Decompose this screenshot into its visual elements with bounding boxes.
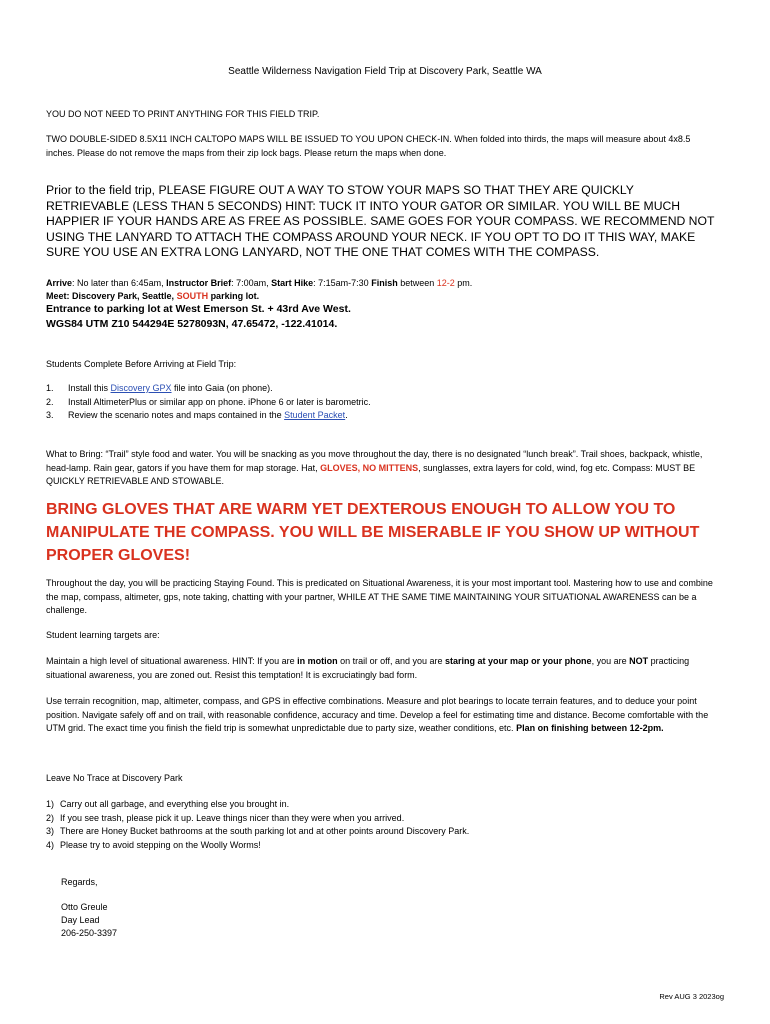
lnt-item-number: 3): [46, 826, 55, 836]
arrive-label: Arrive: [46, 278, 73, 288]
lnt-item: [46, 812, 718, 826]
entrance-line: Entrance to parking lot at West Emerson St. + 43rd Ave West.: [46, 303, 351, 315]
lnt-item-text: Please try to avoid stepping on the Woolly Worms!: [60, 839, 261, 850]
lnt-item-number: 2): [46, 812, 55, 823]
gloves-highlight: GLOVES, NO MITTENS: [320, 462, 419, 473]
lnt-heading: Leave No Trace at Discovery Park: [46, 773, 183, 783]
meet-suffix: parking lot.: [208, 291, 260, 301]
gloves-warning: BRING GLOVES THAT ARE WARM YET DEXTEROUS ENOUGH TO ALLOW YOU TO MANIPULATE THE COMPASS. YOU WILL BE MISERABLE IF YOU SHOW UP WITHOUT PROPER GLOVES!: [46, 501, 700, 564]
target-situational-awareness: [46, 655, 718, 682]
lnt-list: [46, 798, 718, 852]
target-emphasis: staring at your map or your phone: [445, 656, 592, 666]
lnt-item-number: 1): [46, 799, 55, 809]
finish-time: 12-2: [436, 278, 455, 288]
student-packet-link[interactable]: Student Packet: [284, 410, 346, 420]
lnt-item-number: 4): [46, 839, 55, 850]
target-terrain-recognition: [46, 695, 718, 736]
discovery-gpx-link[interactable]: Discovery GPX: [110, 383, 172, 393]
lnt-item-text: If you see trash, please pick it up. Leave things nicer than they were when you arrived.: [60, 812, 405, 823]
lnt-item-text: Carry out all garbage, and everything else you brought in.: [60, 799, 290, 809]
target-text: Use terrain recognition, map, altimeter, compass, and GPS in effective combinations. Measure and plot bearings to locate terrain features, and to deduce your point position. Navigate safely off and on trail, with reasonable confidence, accuracy and time. Develop a feel for estimating time and distance. Become comfortable with the UTM grid. The exact time you finish the field trip is somewhat unpredictable due to party size, weather conditions, etc.: [46, 696, 709, 733]
targets-heading: Student learning targets are:: [46, 630, 160, 640]
target-text: Maintain a high level of situational awareness. HINT: If you are: [46, 656, 298, 666]
lnt-item: [46, 825, 718, 839]
prep-item-number: 1.: [46, 383, 54, 393]
signoff-regards: Regards,: [61, 877, 98, 887]
finish-text: between: [397, 278, 437, 288]
page-title: Seattle Wilderness Navigation Field Trip at Discovery Park, Seattle WA: [228, 66, 542, 77]
what-to-bring: [46, 448, 718, 489]
signoff-phone: 206-250-3397: [61, 928, 118, 938]
bring-text: , sunglasses, extra layers for cold, wind, fog etc. Compass: MUST BE QUICKLY RETRIEVABLE AND STOWABLE.: [46, 462, 696, 486]
prep-item: [46, 382, 718, 396]
staying-found-paragraph: Throughout the day, you will be practicing Staying Found. This is predicated on Situational Awareness, it is your most important tool. Mastering how to use and combine the map, compass, altimeter, gps, note taking, chatting with your partner, WHILE AT THE SAME TIME MAINTAINING YOUR SITUATIONAL AWARENESS can be a challenge.: [46, 578, 713, 615]
meet-south: SOUTH: [176, 291, 209, 301]
stow-notice: Prior to the field trip, PLEASE FIGURE OUT A WAY TO STOW YOUR MAPS SO THAT THEY ARE QUICKLY RETRIEVABLE (LESS THAN 5 SECONDS) HINT: TUCK IT INTO YOUR GATOR OR SIMILAR. YOU WILL BE MUCH HAPPIER IF YOUR HANDS ARE AS FREE AS POSSIBLE. SAME GOES FOR YOUR COMPASS. WE RECOMMEND NOT USING THE LANYARD TO ATTACH THE COMPASS AROUND YOUR NECK. IF YOU OPT TO DO IT THIS WAY, MAKE SURE YOU USE AN EXTRA LONG LANYARD, NOT THE ONE THAT COMES WITH THE COMPASS.: [46, 183, 715, 259]
lnt-item: [46, 798, 718, 812]
target-emphasis: NOT: [629, 656, 649, 666]
prep-item-number: 2.: [46, 396, 54, 407]
signoff-name: Otto Greule: [61, 902, 108, 912]
schedule-line: [46, 277, 718, 291]
finish-end: pm.: [454, 278, 473, 288]
prep-list: [46, 382, 718, 423]
target-text: , you are: [591, 656, 630, 666]
students-heading: Students Complete Before Arriving at Field Trip:: [46, 359, 237, 369]
brief-text: : 7:00am,: [231, 278, 272, 288]
target-emphasis: Plan on finishing between 12-2pm.: [516, 723, 664, 733]
arrive-text: : No later than 6:45am,: [72, 278, 167, 288]
maps-notice: TWO DOUBLE-SIDED 8.5X11 INCH CALTOPO MAPS WILL BE ISSUED TO YOU UPON CHECK-IN. When folded into thirds, the maps will measure about 4x8.5 inches. Please do not remove the maps from their zip lock bags. Please return the maps when done.: [46, 134, 691, 158]
coordinates-line: WGS84 UTM Z10 544294E 5278093N, 47.65472, -122.41014.: [46, 318, 338, 330]
prep-item-text: .: [345, 410, 348, 420]
prep-item-number: 3.: [46, 410, 54, 420]
start-label: Start Hike: [271, 278, 314, 288]
target-text: on trail or off, and you are: [337, 656, 446, 666]
prep-item-text: Review the scenario notes and maps contained in the: [68, 410, 285, 420]
revision-note: Rev AUG 3 2023og: [659, 992, 724, 1001]
lnt-item: [46, 839, 718, 853]
bring-text: What to Bring: “Trail” style food and water. You will be snacking as you move throughout the day, there is no designated “lunch break”. Trail shoes, backpack, whistle, head-lamp. Rain gear, gators if you have them for map storage. Hat,: [46, 449, 703, 473]
prep-item: [46, 396, 718, 410]
finish-label: Finish: [371, 278, 398, 288]
signoff-role: Day Lead: [61, 915, 100, 925]
target-emphasis: in motion: [297, 656, 338, 666]
target-text: practicing situational awareness, you are zoned out. Resist this temptation! It is excruciatingly bad form.: [46, 656, 690, 680]
meet-prefix: Meet: Discovery Park, Seattle,: [46, 291, 177, 301]
prep-item-text: file into Gaia (on phone).: [171, 383, 273, 393]
brief-label: Instructor Brief: [166, 278, 232, 288]
lnt-item-text: There are Honey Bucket bathrooms at the south parking lot and at other points around Discovery Park.: [60, 826, 470, 836]
prep-item-text: Install this: [68, 383, 111, 393]
no-print-notice: YOU DO NOT NEED TO PRINT ANYTHING FOR THIS FIELD TRIP.: [46, 109, 320, 119]
prep-item: [46, 409, 718, 423]
start-text: : 7:15am-7:30: [313, 278, 372, 288]
prep-item-text: Install AltimeterPlus or similar app on phone. iPhone 6 or later is barometric.: [68, 396, 371, 407]
